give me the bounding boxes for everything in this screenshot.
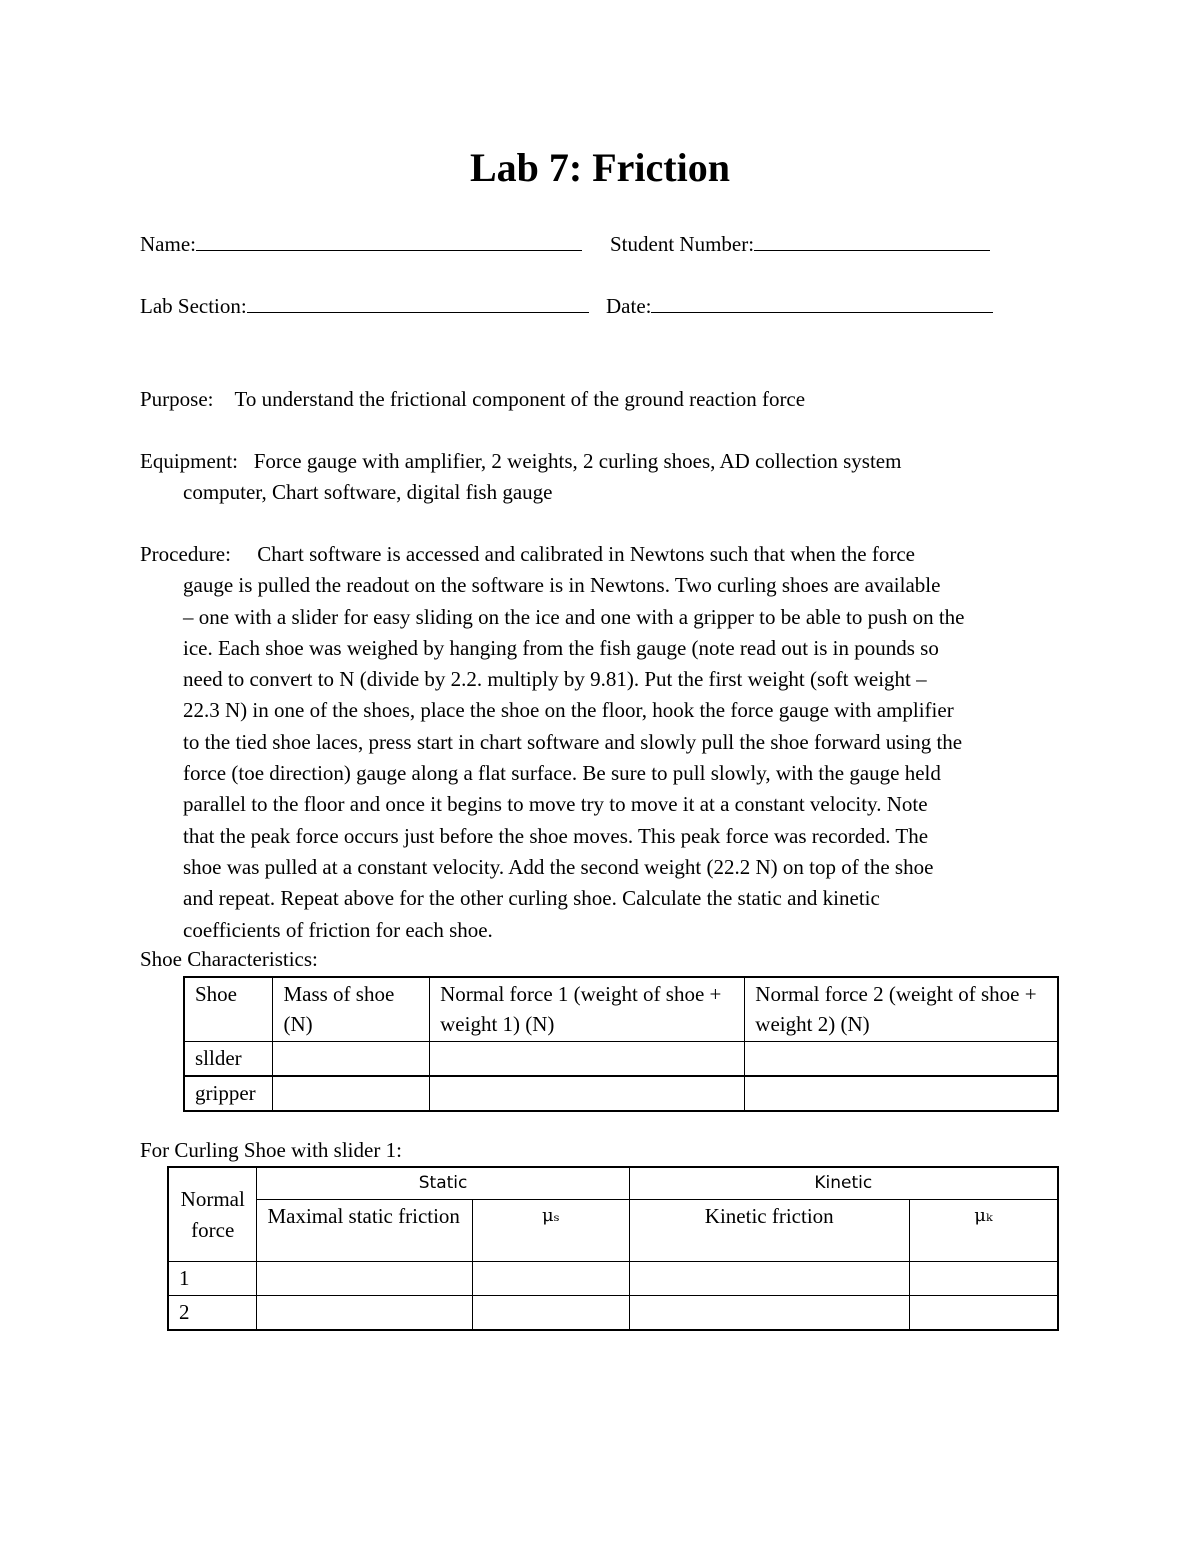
date-label: Date: <box>606 294 652 318</box>
name-row <box>140 230 582 258</box>
header-normal-force-2: Normal force 2 (weight of shoe + weight 2) (N) <box>745 977 1058 1042</box>
table-header-row <box>168 1167 1058 1199</box>
table-subheader-row <box>168 1199 1058 1261</box>
procedure-line: that the peak force occurs just before the shoe moves. This peak force was recorded. The <box>183 823 929 848</box>
header-static: Static <box>257 1167 629 1199</box>
header-kinetic-friction: Kinetic friction <box>629 1199 909 1261</box>
purpose-text: To understand the frictional component of the ground reaction force <box>234 387 806 411</box>
procedure-line: force (toe direction) gauge along a flat surface. Be sure to pull slowly, with the gauge held <box>183 761 941 786</box>
procedure-line: 22.3 N) in one of the shoes, place the shoe on the floor, hook the force gauge with amplifier <box>183 698 954 723</box>
table-row <box>184 1042 1058 1077</box>
header-kinetic: Kinetic <box>629 1167 1058 1199</box>
page-title: Lab 7: Friction <box>470 145 730 190</box>
table-row <box>168 1261 1058 1295</box>
procedure-line: parallel to the floor and once it begins to move try to move it at a constant velocity. Note <box>183 792 928 817</box>
cell-input[interactable] <box>909 1261 1058 1295</box>
name-field[interactable] <box>196 230 582 251</box>
procedure-line: gauge is pulled the readout on the software is in Newtons. Two curling shoes are available <box>183 573 941 598</box>
procedure-line: ice. Each shoe was weighed by hanging from the fish gauge (note read out is in pounds so <box>183 635 939 660</box>
row-label-slider: sllder <box>184 1042 273 1077</box>
cell-input[interactable] <box>257 1261 473 1295</box>
date-row <box>606 292 993 320</box>
lab-section-row <box>140 292 589 320</box>
purpose-section <box>140 384 1070 415</box>
cell-input[interactable] <box>629 1295 909 1330</box>
student-number-row <box>610 230 990 258</box>
cell-input[interactable] <box>629 1261 909 1295</box>
row-label-gripper: gripper <box>184 1076 273 1111</box>
table-header-row <box>184 977 1058 1042</box>
cell-input[interactable] <box>745 1076 1058 1111</box>
header-max-static-friction: Maximal static friction <box>257 1199 473 1261</box>
header-normal-force: Normal force <box>168 1167 257 1261</box>
equipment-section <box>140 446 1070 509</box>
table-row <box>184 1076 1058 1111</box>
table-row <box>168 1295 1058 1330</box>
header-mass: Mass of shoe (N) <box>273 977 430 1042</box>
shoe-table-caption: Shoe Characteristics: <box>140 947 318 971</box>
procedure-section <box>140 539 1070 946</box>
date-field[interactable] <box>651 292 993 313</box>
procedure-line: shoe was pulled at a constant velocity. Add the second weight (22.2 N) on top of the shoe <box>183 854 934 879</box>
cell-input[interactable] <box>473 1261 630 1295</box>
procedure-line: – one with a slider for easy sliding on the ice and one with a gripper to be able to push on the <box>183 604 965 629</box>
student-number-label: Student Number: <box>610 232 755 256</box>
header-shoe: Shoe <box>184 977 273 1042</box>
name-label: Name: <box>140 232 196 256</box>
lab-section-label: Lab Section: <box>140 294 247 318</box>
cell-input[interactable] <box>257 1295 473 1330</box>
procedure-line: coefficients of friction for each shoe. <box>183 917 493 942</box>
row-label-1: 1 <box>168 1261 257 1295</box>
header-normal-force-1: Normal force 1 (weight of shoe + weight 1) (N) <box>430 977 745 1042</box>
procedure-line: Chart software is accessed and calibrated in Newtons such that when the force <box>257 542 915 566</box>
header-mu-k: μₖ <box>909 1199 1058 1261</box>
slider-table-caption: For Curling Shoe with slider 1: <box>140 1138 402 1162</box>
student-number-field[interactable] <box>754 230 990 251</box>
purpose-label: Purpose: <box>140 387 214 411</box>
equipment-line: computer, Chart software, digital fish gauge <box>183 480 553 505</box>
slider-friction-table <box>167 1166 1059 1331</box>
cell-input[interactable] <box>745 1042 1058 1077</box>
cell-input[interactable] <box>430 1076 745 1111</box>
procedure-line: and repeat. Repeat above for the other curling shoe. Calculate the static and kinetic <box>183 886 880 911</box>
cell-input[interactable] <box>430 1042 745 1077</box>
procedure-line: need to convert to N (divide by 2.2. multiply by 9.81). Put the first weight (soft weight – <box>183 667 927 692</box>
cell-input[interactable] <box>273 1076 430 1111</box>
cell-input[interactable] <box>473 1295 630 1330</box>
cell-input[interactable] <box>273 1042 430 1077</box>
lab-section-field[interactable] <box>247 292 589 313</box>
cell-input[interactable] <box>909 1295 1058 1330</box>
row-label-2: 2 <box>168 1295 257 1330</box>
equipment-line: Force gauge with amplifier, 2 weights, 2 curling shoes, AD collection system <box>253 449 902 473</box>
shoe-characteristics-table <box>183 976 1059 1112</box>
procedure-line: to the tied shoe laces, press start in chart software and slowly pull the shoe forward using the <box>183 729 963 754</box>
header-mu-s: μₛ <box>473 1199 630 1261</box>
equipment-label: Equipment: <box>140 449 238 473</box>
procedure-label: Procedure: <box>140 542 231 566</box>
